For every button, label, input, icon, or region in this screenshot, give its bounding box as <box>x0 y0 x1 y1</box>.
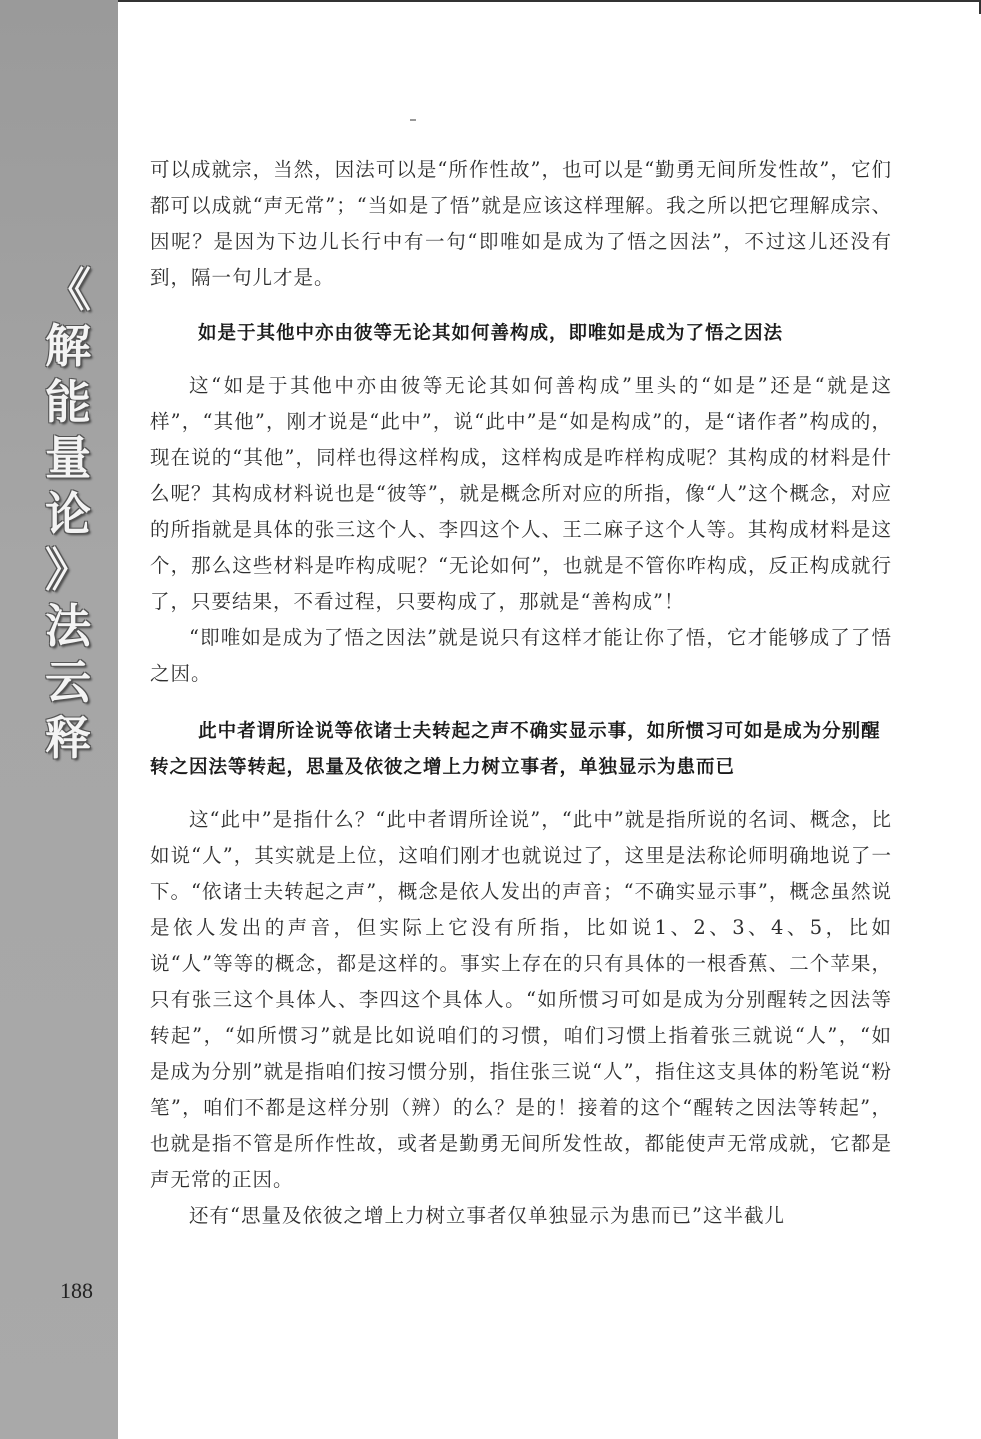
page-body <box>150 152 892 1234</box>
title-char: 释 <box>45 711 91 765</box>
section-heading: 如是于其他中亦由彼等无论其如何善构成，即唯如是成为了悟之因法 <box>198 323 784 344</box>
paragraph: 这“如是于其他中亦由彼等无论其如何善构成”里头的“如是”还是“就是这样”，“其他”，刚才说是“此中”，说“此中”是“如是构成”的，是“诸作者”构成的，现在说的“其他”，同样也得这样构成，这样构成是咋样构成呢？其构成的材料是什么呢？其构成材料说也是“彼等”，就是概念所对应的所指，像“人”这个概念，对应的所指就是具体的张三这个人、李四这个人、王二麻子这个人等。其构成材料是这个，那么这些材料是咋构成呢？“无论如何”，也就是不管你咋构成，反正构成就行了，只要结果，不看过程，只要构成了，那就是“善构成”！ <box>150 374 892 613</box>
sidebar <box>0 0 118 1439</box>
paragraph: 这“此中”是指什么？“此中者谓所诠说”，“此中”就是指所说的名词、概念，比如说“人”，其实就是上位，这咱们刚才也就说过了，这里是法称论师明确地说了一下。“依诸士夫转起之声”，概念是依人发出的声音；“不确实显示事”，概念虽然说是依人发出的声音，但实际上它没有所指，比如说1、2、3、4、5，比如说“人”等等的概念，都是这样的。事实上存在的只有具体的一根香蕉、二个苹果，只有张三这个具体人、李四这个具体人。“如所惯习可如是成为分别醒转之因法等转起”，“如所惯习”就是比如说咱们的习惯，咱们习惯上指着张三就说“人”，“如是成为分别”就是指咱们按习惯分别，指住张三说“人”，指住这支具体的粉笔说“粉笔”，咱们不都是这样分别（辨）的么？是的！接着的这个“醒转之因法等转起”，也就是指不管是所作性故，或者是勤勇无间所发性故，都能使声无常成就，它都是声无常的正因。 <box>150 808 892 1191</box>
book-title-vertical <box>28 262 108 766</box>
top-border-line <box>118 0 981 2</box>
scan-speck <box>410 119 416 121</box>
title-char: 云 <box>45 655 91 709</box>
paragraph: “即唯如是成为了悟之因法”就是说只有这样才能让你了悟，它才能够成了了悟之因。 <box>150 626 892 685</box>
page-number: 188 <box>60 1278 93 1303</box>
paragraph: 还有“思量及依彼之增上力树立事者仅单独显示为患而已”这半截儿 <box>189 1204 785 1227</box>
paragraph: 可以成就宗，当然，因法可以是“所作性故”，也可以是“勤勇无间所发性故”，它们都可以成就“声无常”；“当如是了悟”就是应该这样理解。我之所以把它理解成宗、因呢？是因为下边儿长行中有一句“即唯如是成为了悟之因法”，不过这儿还没有到，隔一句儿才是。 <box>150 158 892 289</box>
title-char: 量 <box>45 431 91 485</box>
title-char: 《 <box>45 263 91 317</box>
section-heading: 此中者谓所诠说等依诸士夫转起之声不确实显示事，如所惯习可如是成为分别醒转之因法等转起，思量及依彼之增上力树立事者，单独显示为患而已 <box>150 721 881 778</box>
title-char: 》 <box>45 543 91 597</box>
title-char: 能 <box>45 375 91 429</box>
title-char: 解 <box>45 319 91 373</box>
title-char: 法 <box>45 599 91 653</box>
title-char: 论 <box>45 487 91 541</box>
